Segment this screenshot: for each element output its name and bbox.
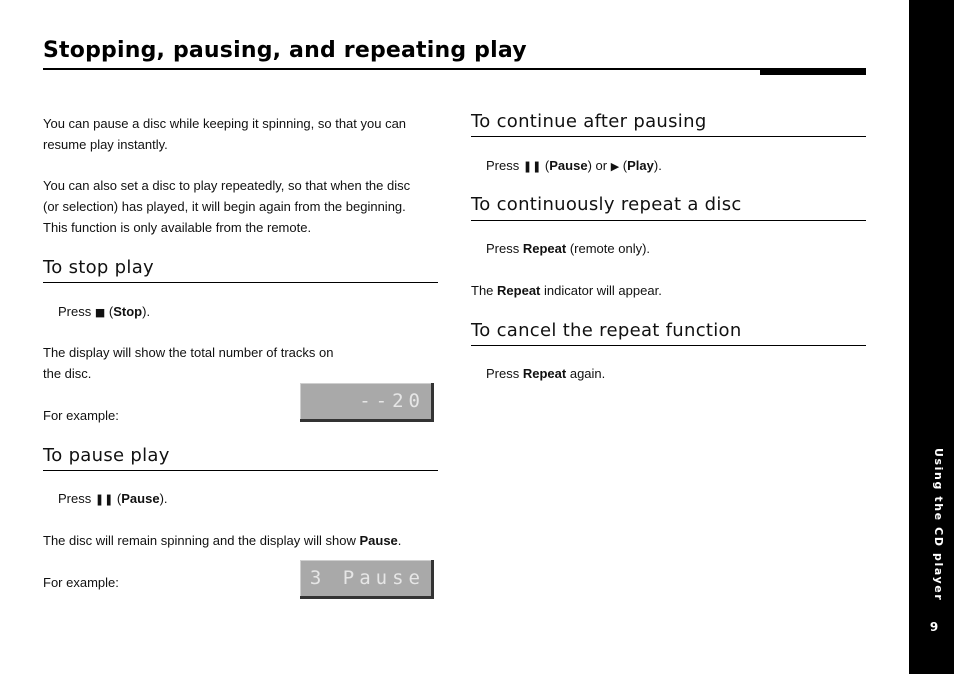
- intro2-line2: (or selection) has played, it will begin again from the beginning.: [43, 199, 406, 214]
- press-text: Press: [58, 491, 92, 506]
- pause-display-text: The disc will remain spinning and the display will show Pause.: [43, 533, 402, 548]
- stop-instruction: Press ■ (Stop).: [58, 304, 151, 319]
- title-rule: [43, 68, 866, 70]
- indicator-bold: Repeat: [497, 283, 541, 298]
- repeat-label: Repeat: [522, 366, 567, 381]
- stop-display-line2: the disc.: [43, 366, 92, 381]
- page-number: 9: [929, 620, 939, 634]
- lcd-text-pause: 3 Pause: [309, 567, 425, 589]
- press-text: Press: [486, 158, 520, 173]
- pause-for-example: For example:: [43, 575, 119, 590]
- repeat-label: Repeat: [522, 241, 567, 256]
- repeat-indicator-text: [471, 280, 662, 301]
- cancel-heading-rule: [471, 345, 866, 346]
- pause-heading-rule: [43, 470, 438, 471]
- intro1-line1: You can pause a disc while keeping it spinning, so that you can: [43, 116, 407, 131]
- press-text: Press: [486, 366, 520, 381]
- pause-instruction: Press ❚❚ (Pause).: [58, 491, 168, 506]
- pause-heading: To pause play: [43, 445, 170, 466]
- stop-for-example: For example:: [43, 408, 119, 423]
- cancel-instruction: [471, 363, 605, 384]
- cancel-heading: To cancel the repeat function: [471, 320, 742, 341]
- indicator-post: indicator will appear.: [544, 283, 662, 298]
- stop-icon: ■: [94, 306, 106, 319]
- intro-paragraph-2: [43, 175, 410, 238]
- page-title: Stopping, pausing, and repeating play: [43, 38, 527, 63]
- lcd-display-tracks: [300, 383, 434, 422]
- intro2-line3: This function is only available from the remote.: [43, 220, 312, 235]
- pause-display-bold: Pause: [359, 533, 398, 548]
- sidebar-chapter-label: Using the CD player: [932, 448, 945, 602]
- play-label: Play: [627, 158, 654, 173]
- stop-display-line1: The display will show the total number of tracks on: [43, 345, 334, 360]
- stop-display-text: [43, 342, 333, 384]
- indicator-pre: The: [471, 283, 494, 298]
- continue-heading-rule: [471, 136, 866, 137]
- intro1-line2: resume play instantly.: [43, 137, 168, 152]
- stop-heading-rule: [43, 282, 438, 283]
- repeat-instruction: [471, 238, 650, 259]
- press-text: Press: [486, 241, 520, 256]
- stop-label: Stop: [113, 304, 143, 319]
- repeat-heading-rule: [471, 220, 866, 221]
- or-text: or: [595, 158, 608, 173]
- remote-only-text: (remote only).: [569, 241, 651, 256]
- intro2-line1: You can also set a disc to play repeatedly, so that when the disc: [43, 178, 411, 193]
- press-text: Press: [58, 304, 92, 319]
- lcd-text-tracks: --20: [359, 390, 425, 412]
- continue-instruction: Press ❚❚ (Pause) or ▶ (Play).: [486, 158, 662, 173]
- lcd-display-pause: [300, 560, 434, 599]
- title-accent-bar: [760, 68, 866, 75]
- stop-heading: To stop play: [43, 257, 154, 278]
- pause-icon: ❚❚: [94, 493, 114, 506]
- pause-display-pre: The disc will remain spinning and the display will show: [43, 533, 360, 548]
- repeat-heading: To continuously repeat a disc: [471, 194, 742, 215]
- pause-label: Pause: [121, 491, 160, 506]
- intro-paragraph-1: [43, 113, 406, 155]
- continue-heading: To continue after pausing: [471, 111, 707, 132]
- pause-label: Pause: [549, 158, 588, 173]
- again-text: again.: [569, 366, 606, 381]
- play-icon: ▶: [610, 160, 620, 173]
- pause-icon: ❚❚: [522, 160, 542, 173]
